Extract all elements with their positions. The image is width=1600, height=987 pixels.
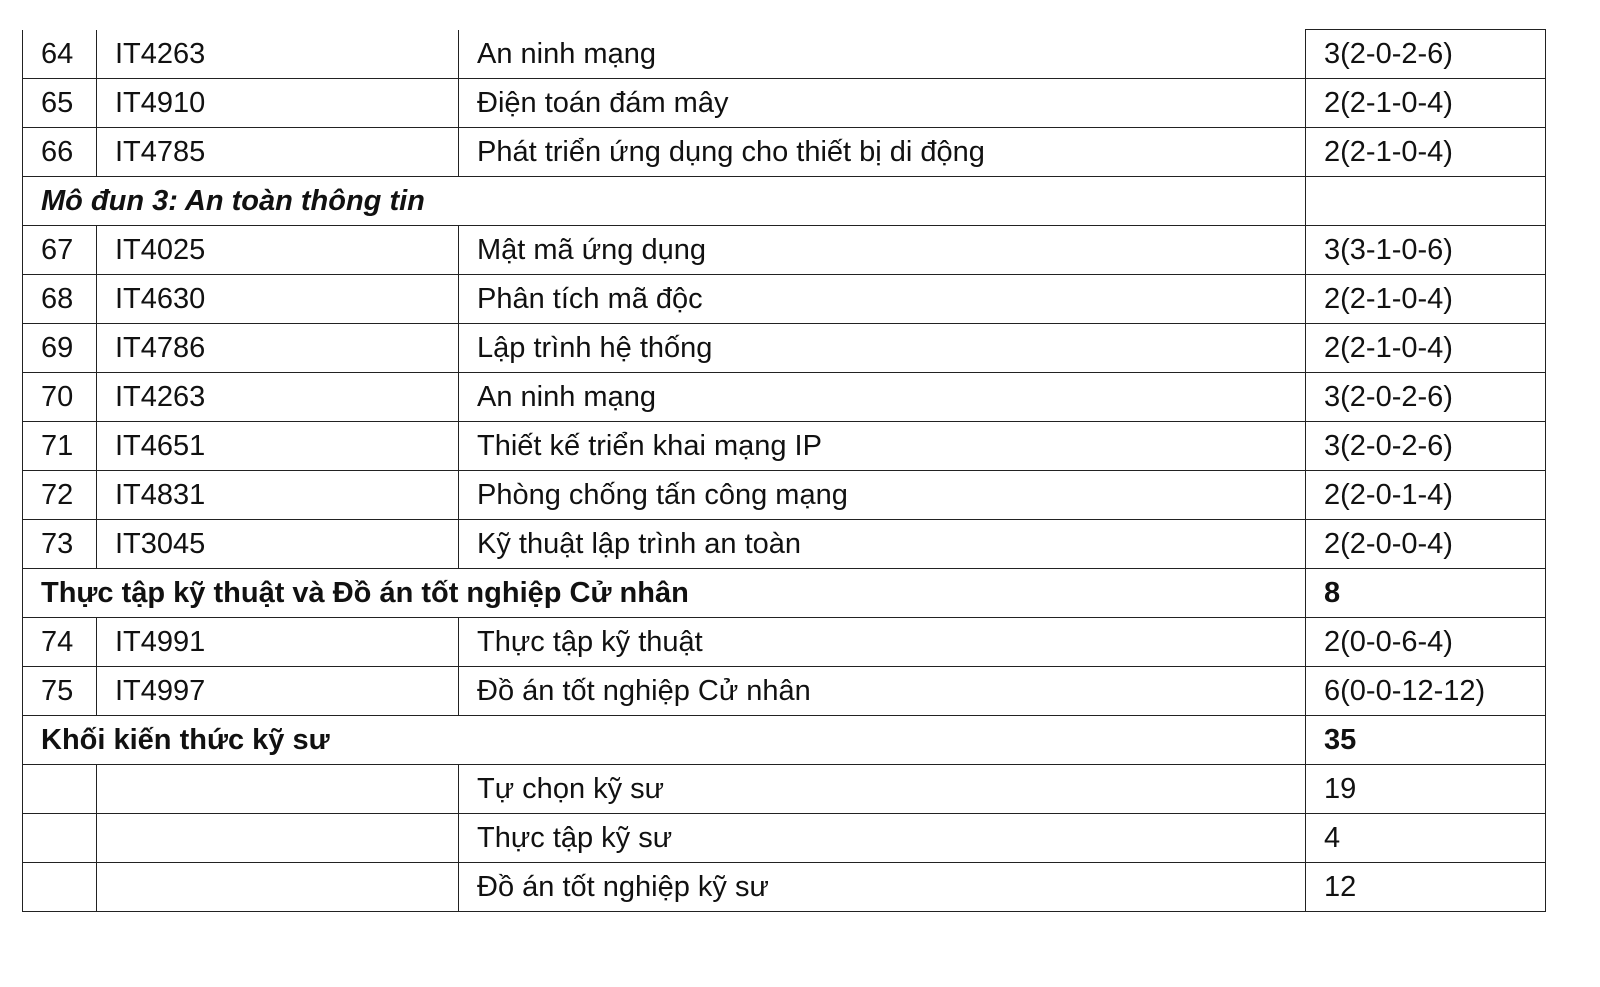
section-row (23, 177, 1546, 226)
row-number: 65 (23, 79, 97, 128)
course-credits: 2(2-1-0-4) (1306, 324, 1546, 373)
course-credits: 2(2-0-1-4) (1306, 471, 1546, 520)
table-row (23, 667, 1546, 716)
course-name: Tự chọn kỹ sư (459, 765, 1306, 814)
table-row (23, 324, 1546, 373)
course-code: IT4263 (97, 30, 459, 79)
course-code: IT4025 (97, 226, 459, 275)
course-code: IT4785 (97, 128, 459, 177)
course-credits: 3(2-0-2-6) (1306, 30, 1546, 79)
course-name: Phòng chống tấn công mạng (459, 471, 1306, 520)
course-code (97, 814, 459, 863)
course-name: Lập trình hệ thống (459, 324, 1306, 373)
row-number: 68 (23, 275, 97, 324)
table-row (23, 618, 1546, 667)
course-name: Đồ án tốt nghiệp Cử nhân (459, 667, 1306, 716)
table-row (23, 226, 1546, 275)
course-code: IT4263 (97, 373, 459, 422)
row-number (23, 765, 97, 814)
table-row (23, 79, 1546, 128)
row-number: 64 (23, 30, 97, 79)
table-row (23, 422, 1546, 471)
section-label: Mô đun 3: An toàn thông tin (23, 177, 1306, 226)
table-row (23, 30, 1546, 79)
course-credits: 2(2-0-0-4) (1306, 520, 1546, 569)
table-row (23, 128, 1546, 177)
course-name: Phân tích mã độc (459, 275, 1306, 324)
course-credits: 6(0-0-12-12) (1306, 667, 1546, 716)
course-code: IT4991 (97, 618, 459, 667)
row-number (23, 863, 97, 912)
table-row (23, 275, 1546, 324)
section-credits: 35 (1306, 716, 1546, 765)
course-code: IT4831 (97, 471, 459, 520)
table-row (23, 471, 1546, 520)
course-credits: 3(2-0-2-6) (1306, 373, 1546, 422)
course-name: An ninh mạng (459, 30, 1306, 79)
table-row (23, 765, 1546, 814)
row-number: 70 (23, 373, 97, 422)
section-row (23, 716, 1546, 765)
course-code (97, 765, 459, 814)
course-credits: 3(3-1-0-6) (1306, 226, 1546, 275)
course-code (97, 863, 459, 912)
row-number: 71 (23, 422, 97, 471)
row-number (23, 814, 97, 863)
course-credits: 2(2-1-0-4) (1306, 128, 1546, 177)
course-name: Phát triển ứng dụng cho thiết bị di động (459, 128, 1306, 177)
course-name: Thực tập kỹ sư (459, 814, 1306, 863)
section-credits: 8 (1306, 569, 1546, 618)
course-name: Mật mã ứng dụng (459, 226, 1306, 275)
row-number: 74 (23, 618, 97, 667)
course-name: Điện toán đám mây (459, 79, 1306, 128)
course-credits: 3(2-0-2-6) (1306, 422, 1546, 471)
table-row (23, 373, 1546, 422)
course-credits: 4 (1306, 814, 1546, 863)
row-number: 69 (23, 324, 97, 373)
section-credits (1306, 177, 1546, 226)
course-code: IT4786 (97, 324, 459, 373)
course-credits: 2(2-1-0-4) (1306, 275, 1546, 324)
curriculum-table (22, 29, 1546, 912)
table-row (23, 863, 1546, 912)
row-number: 73 (23, 520, 97, 569)
row-number: 67 (23, 226, 97, 275)
course-name: Kỹ thuật lập trình an toàn (459, 520, 1306, 569)
course-credits: 2(2-1-0-4) (1306, 79, 1546, 128)
course-credits: 19 (1306, 765, 1546, 814)
course-credits: 2(0-0-6-4) (1306, 618, 1546, 667)
table-row (23, 520, 1546, 569)
course-code: IT3045 (97, 520, 459, 569)
section-label: Thực tập kỹ thuật và Đồ án tốt nghiệp Cử nhân (23, 569, 1306, 618)
row-number: 75 (23, 667, 97, 716)
row-number: 66 (23, 128, 97, 177)
section-label: Khối kiến thức kỹ sư (23, 716, 1306, 765)
section-row (23, 569, 1546, 618)
table-row (23, 814, 1546, 863)
course-name: Thực tập kỹ thuật (459, 618, 1306, 667)
course-credits: 12 (1306, 863, 1546, 912)
course-name: Thiết kế triển khai mạng IP (459, 422, 1306, 471)
course-code: IT4997 (97, 667, 459, 716)
course-code: IT4651 (97, 422, 459, 471)
row-number: 72 (23, 471, 97, 520)
course-code: IT4630 (97, 275, 459, 324)
course-code: IT4910 (97, 79, 459, 128)
course-name: An ninh mạng (459, 373, 1306, 422)
course-name: Đồ án tốt nghiệp kỹ sư (459, 863, 1306, 912)
